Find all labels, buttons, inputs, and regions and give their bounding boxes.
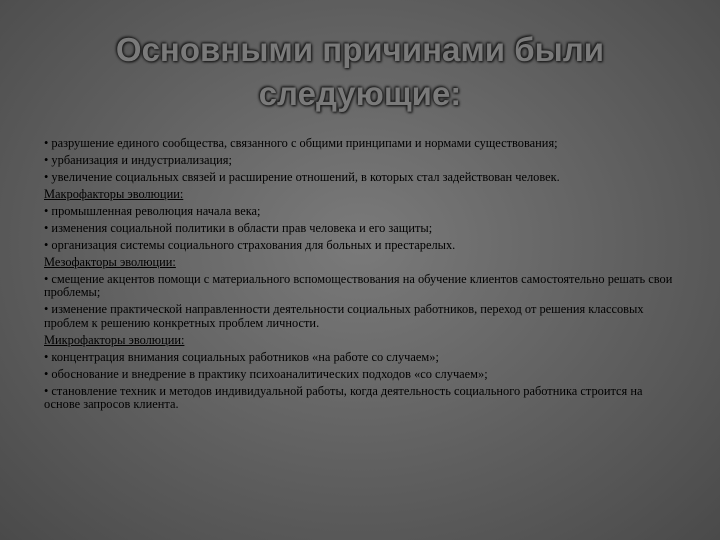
slide-body [44, 137, 674, 415]
bullet-item: • организация системы социального страхования для больных и престарелых. [44, 238, 456, 252]
section-heading-meso: Мезофакторы эволюции: [44, 255, 176, 269]
section-heading-macro: Макрофакторы эволюции: [44, 187, 184, 201]
bullet-item: • смещение акцентов помощи с материального вспомоществования на обучение клиентов самостоятельно решать свои проблемы; [44, 272, 673, 300]
bullet-item: • увеличение социальных связей и расширение отношений, в которых стал задействован человек. [44, 170, 560, 184]
section-heading-micro: Микрофакторы эволюции: [44, 332, 185, 347]
slide-title-line-2: следующие: [258, 75, 462, 112]
slide-title-line-1: Основными причинами были [115, 31, 605, 68]
bullet-item: • урбанизация и индустриализация; [44, 153, 232, 167]
slide-title [0, 28, 720, 116]
bullet-item: • становление техник и методов индивидуальной работы, когда деятельность социального работника строится на основе запросов клиента. [44, 383, 643, 412]
bullet-item: • изменение практической направленности деятельности социальных работников, переход от решения классовых проблем к решению конкретных проблем личности. [44, 302, 644, 330]
bullet-item: • промышленная революция начала века; [44, 204, 261, 218]
bullet-item: • концентрация внимания социальных работников «на работе со случаем»; [44, 349, 439, 364]
bullet-item: • разрушение единого сообщества, связанного с общими принципами и нормами существования; [44, 136, 558, 150]
bullet-item: • обоснование и внедрение в практику психоаналитических подходов «со случаем»; [44, 366, 488, 381]
bullet-item: • изменения социальной политики в области прав человека и его защиты; [44, 221, 433, 235]
